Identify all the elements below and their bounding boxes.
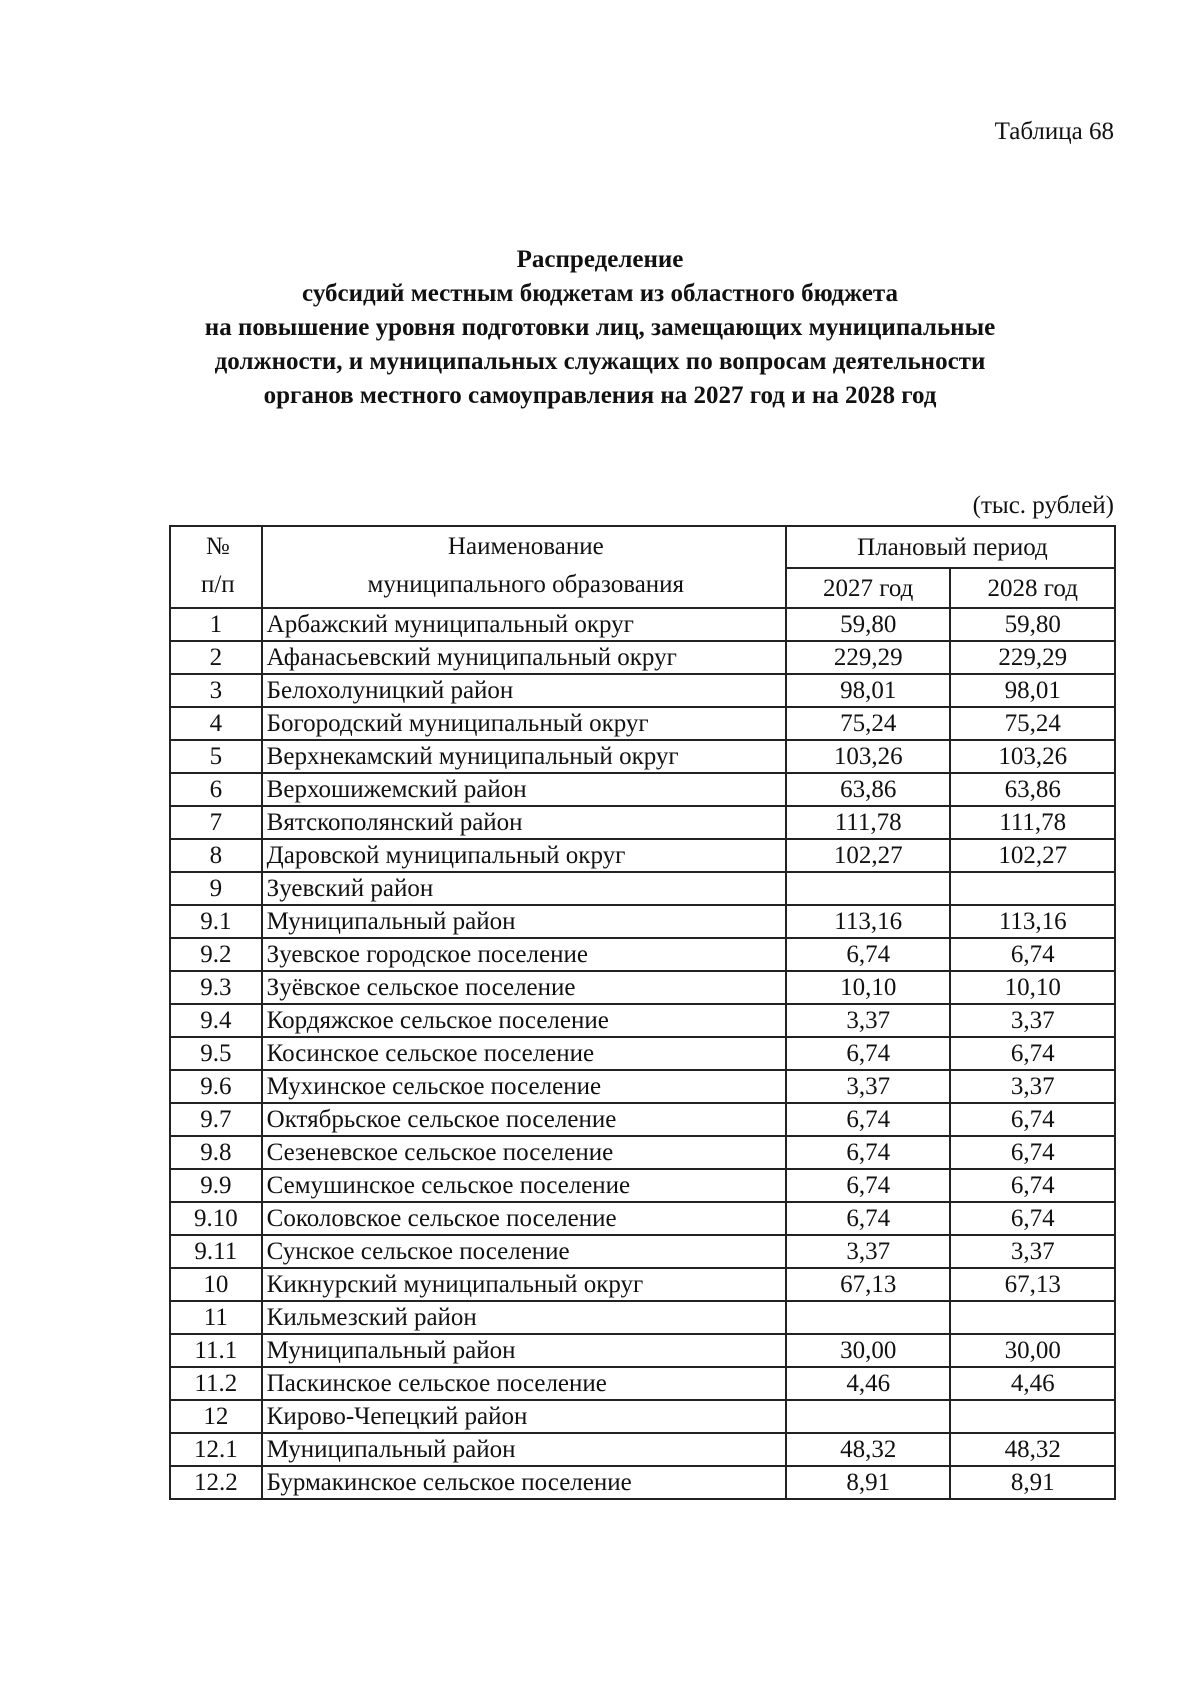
- header-num-line2: п/п: [200, 571, 235, 598]
- row-value-2028: 103,26: [950, 740, 1115, 773]
- row-name: Зуевский район: [262, 872, 786, 905]
- row-name: Паскинское сельское поселение: [262, 1367, 786, 1400]
- row-number: 9.2: [170, 938, 262, 971]
- row-name: Бурмакинское сельское поселение: [262, 1466, 786, 1499]
- row-value-2028: 30,00: [950, 1334, 1115, 1367]
- row-value-2028: [950, 1301, 1115, 1334]
- row-value-2028: 59,80: [950, 608, 1115, 641]
- row-number: 9.5: [170, 1037, 262, 1070]
- row-value-2027: 6,74: [786, 1136, 951, 1169]
- table-row: [170, 806, 1115, 839]
- row-number: 4: [170, 707, 262, 740]
- row-value-2028: 63,86: [950, 773, 1115, 806]
- header-name: [262, 526, 786, 608]
- row-value-2028: 3,37: [950, 1070, 1115, 1103]
- row-value-2028: 10,10: [950, 971, 1115, 1004]
- row-name: Муниципальный район: [262, 905, 786, 938]
- heading-line: субсидий местным бюджетам из областного бюджета: [302, 280, 898, 307]
- row-value-2027: 4,46: [786, 1367, 951, 1400]
- table-row: [170, 707, 1115, 740]
- header-year-2028: 2028 год: [950, 568, 1115, 608]
- header-num-line1: №: [205, 533, 230, 560]
- row-value-2028: 8,91: [950, 1466, 1115, 1499]
- row-value-2027: 111,78: [786, 806, 951, 839]
- table-row: [170, 1037, 1115, 1070]
- row-value-2027: 63,86: [786, 773, 951, 806]
- table-row: [170, 1433, 1115, 1466]
- row-value-2028: 6,74: [950, 1202, 1115, 1235]
- row-value-2027: 113,16: [786, 905, 951, 938]
- row-number: 9.4: [170, 1004, 262, 1037]
- table-row: [170, 674, 1115, 707]
- row-value-2027: 59,80: [786, 608, 951, 641]
- row-name: Верхошижемский район: [262, 773, 786, 806]
- row-value-2028: 67,13: [950, 1268, 1115, 1301]
- row-value-2027: [786, 1301, 951, 1334]
- row-number: 7: [170, 806, 262, 839]
- row-number: 12.2: [170, 1466, 262, 1499]
- row-number: 9.10: [170, 1202, 262, 1235]
- table-row: [170, 839, 1115, 872]
- row-value-2027: 3,37: [786, 1235, 951, 1268]
- table-row: [170, 905, 1115, 938]
- header-name-line2: муниципального образования: [367, 571, 685, 598]
- table-header-row: [170, 526, 1115, 568]
- table-row: [170, 1202, 1115, 1235]
- table-row: [170, 608, 1115, 641]
- row-number: 8: [170, 839, 262, 872]
- table-row: [170, 938, 1115, 971]
- row-value-2028: 98,01: [950, 674, 1115, 707]
- row-name: Зуёвское сельское поселение: [262, 971, 786, 1004]
- units-label: (тыс. рублей): [972, 492, 1114, 519]
- row-value-2028: 75,24: [950, 707, 1115, 740]
- table-row: [170, 1103, 1115, 1136]
- row-value-2028: 6,74: [950, 1037, 1115, 1070]
- row-number: 3: [170, 674, 262, 707]
- row-value-2028: 48,32: [950, 1433, 1115, 1466]
- header-num: [170, 526, 262, 608]
- row-value-2028: 6,74: [950, 938, 1115, 971]
- row-value-2028: 6,74: [950, 1169, 1115, 1202]
- row-value-2028: [950, 872, 1115, 905]
- table-row: [170, 1301, 1115, 1334]
- row-number: 9.1: [170, 905, 262, 938]
- row-value-2027: 229,29: [786, 641, 951, 674]
- row-number: 9: [170, 872, 262, 905]
- row-value-2027: 67,13: [786, 1268, 951, 1301]
- row-number: 9.8: [170, 1136, 262, 1169]
- row-number: 9.9: [170, 1169, 262, 1202]
- row-name: Муниципальный район: [262, 1433, 786, 1466]
- row-value-2027: 48,32: [786, 1433, 951, 1466]
- row-number: 2: [170, 641, 262, 674]
- row-name: Мухинское сельское поселение: [262, 1070, 786, 1103]
- table-row: [170, 1268, 1115, 1301]
- row-value-2027: 10,10: [786, 971, 951, 1004]
- row-number: 5: [170, 740, 262, 773]
- row-value-2027: 30,00: [786, 1334, 951, 1367]
- header-period: Плановый период: [786, 526, 1115, 568]
- row-value-2028: 229,29: [950, 641, 1115, 674]
- row-value-2027: 6,74: [786, 1037, 951, 1070]
- table-row: [170, 1004, 1115, 1037]
- row-number: 1: [170, 608, 262, 641]
- table-row: [170, 740, 1115, 773]
- table-row: [170, 1466, 1115, 1499]
- row-name: Сунское сельское поселение: [262, 1235, 786, 1268]
- row-number: 9.7: [170, 1103, 262, 1136]
- row-value-2027: 3,37: [786, 1070, 951, 1103]
- table-body: [170, 608, 1115, 1499]
- row-number: 12.1: [170, 1433, 262, 1466]
- row-name: Вятскополянский район: [262, 806, 786, 839]
- row-number: 10: [170, 1268, 262, 1301]
- row-number: 6: [170, 773, 262, 806]
- row-number: 12: [170, 1400, 262, 1433]
- row-name: Даровской муниципальный округ: [262, 839, 786, 872]
- row-name: Кикнурский муниципальный округ: [262, 1268, 786, 1301]
- table-row: [170, 1169, 1115, 1202]
- row-name: Кирово-Чепецкий район: [262, 1400, 786, 1433]
- row-value-2027: 102,27: [786, 839, 951, 872]
- row-value-2028: 102,27: [950, 839, 1115, 872]
- row-name: Афанасьевский муниципальный округ: [262, 641, 786, 674]
- row-number: 11: [170, 1301, 262, 1334]
- row-name: Белохолуницкий район: [262, 674, 786, 707]
- table-row: [170, 641, 1115, 674]
- subsidy-table: [169, 525, 1116, 1500]
- table-number: Таблица 68: [994, 118, 1114, 145]
- row-number: 11.2: [170, 1367, 262, 1400]
- table-row: [170, 971, 1115, 1004]
- row-number: 9.3: [170, 971, 262, 1004]
- row-value-2027: 6,74: [786, 938, 951, 971]
- table-row: [170, 1367, 1115, 1400]
- row-name: Кильмезский район: [262, 1301, 786, 1334]
- row-name: Зуевское городское поселение: [262, 938, 786, 971]
- row-name: Кордяжское сельское поселение: [262, 1004, 786, 1037]
- row-value-2028: 113,16: [950, 905, 1115, 938]
- row-value-2027: 6,74: [786, 1169, 951, 1202]
- row-value-2027: 98,01: [786, 674, 951, 707]
- row-value-2028: 111,78: [950, 806, 1115, 839]
- row-value-2028: 4,46: [950, 1367, 1115, 1400]
- row-name: Соколовское сельское поселение: [262, 1202, 786, 1235]
- row-value-2027: 3,37: [786, 1004, 951, 1037]
- header-name-line1: Наименование: [447, 533, 604, 560]
- row-name: Арбажский муниципальный округ: [262, 608, 786, 641]
- row-value-2027: 8,91: [786, 1466, 951, 1499]
- row-value-2027: [786, 872, 951, 905]
- table-row: [170, 1400, 1115, 1433]
- table-row: [170, 1070, 1115, 1103]
- table-row: [170, 773, 1115, 806]
- row-value-2028: 3,37: [950, 1004, 1115, 1037]
- row-number: 11.1: [170, 1334, 262, 1367]
- row-value-2027: 103,26: [786, 740, 951, 773]
- row-number: 9.11: [170, 1235, 262, 1268]
- row-number: 9.6: [170, 1070, 262, 1103]
- table-row: [170, 872, 1115, 905]
- header-year-2027: 2027 год: [786, 568, 951, 608]
- row-value-2028: 6,74: [950, 1136, 1115, 1169]
- row-name: Сезеневское сельское поселение: [262, 1136, 786, 1169]
- row-value-2028: 6,74: [950, 1103, 1115, 1136]
- heading-line: органов местного самоуправления на 2027 год и на 2028 год: [263, 382, 937, 409]
- heading-line: Распределение: [516, 246, 684, 273]
- table-row: [170, 1334, 1115, 1367]
- row-value-2028: 3,37: [950, 1235, 1115, 1268]
- row-value-2027: [786, 1400, 951, 1433]
- table-row: [170, 1235, 1115, 1268]
- heading-line: должности, и муниципальных служащих по вопросам деятельности: [214, 348, 986, 375]
- row-value-2027: 6,74: [786, 1202, 951, 1235]
- row-name: Октябрьское сельское поселение: [262, 1103, 786, 1136]
- row-name: Муниципальный район: [262, 1334, 786, 1367]
- row-name: Верхнекамский муниципальный округ: [262, 740, 786, 773]
- heading-line: на повышение уровня подготовки лиц, замещающих муниципальные: [204, 314, 996, 341]
- row-name: Богородский муниципальный округ: [262, 707, 786, 740]
- row-value-2027: 6,74: [786, 1103, 951, 1136]
- row-value-2028: [950, 1400, 1115, 1433]
- row-name: Косинское сельское поселение: [262, 1037, 786, 1070]
- row-name: Семушинское сельское поселение: [262, 1169, 786, 1202]
- row-value-2027: 75,24: [786, 707, 951, 740]
- document-heading: [150, 243, 1050, 413]
- table-row: [170, 1136, 1115, 1169]
